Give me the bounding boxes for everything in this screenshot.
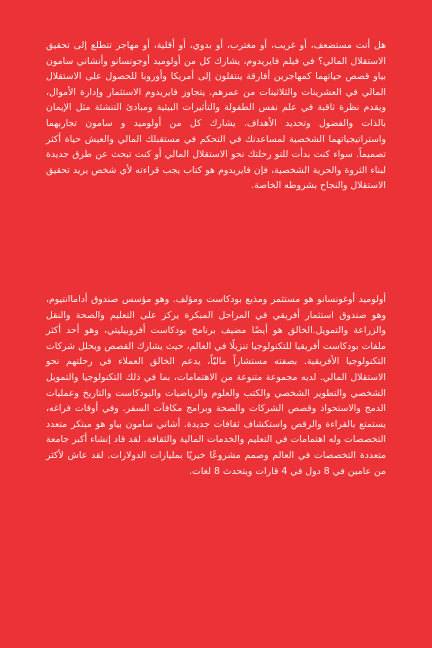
author-biography-paragraph: أولوميد أوغونسانو هو مستثمر ومذيع بودكاست ومؤلف. وهو مؤسس صندوق أداماانتيوم، وهو صندوق استثمار أفريقي في المراحل المبكرة يركز على التعليم والصحة والنقل والزراعة والتمويل.الخالق هو أيضًا مضيف برنامج بودكاست أفروبيليتي، وهو أحد أكثر ملفات بودكاست أفريقيا للتكنولوجيا تنزيلًا في العالم، حيث يشارك القصص ويحلل شركات التكنولوجيا الأفريقية. بصفته مستشاراً ماليّاً، يدعم الخالق العملاء في رحلتهم نحو الاستقلال المالي. لديه مجموعة متنوعة من الاهتمامات، بما في ذلك التكنولوجيا والتمويل الشخصي والتطوير الشخصي والكتب والعلوم والرياضيات والبودكاست والتاريخ وعمليات الدمج والاستحواذ وقصص الشركات والصحة وبرامج مكافآت السفر. وفي أوقات فراغه، يستمتع بالقراءة والرقص واستكشاف ثقافات جديدة. أشاني سامون بياو هو مبتكر متعدد التخصصات وله اهتمامات في التعليم والخدمات المالية والثقافة. لقد قاد إنشاء أكبر جامعة متعددة التخصصات في العالم وصمم مشروعًا خيريًا بمليارات الدولارات. لقد عاش لأكثر من عامين في 8 دول في 4 قارات ويتحدث 8 لغات. xyxy=(46,294,386,477)
book-description-paragraph: هل أنت مستضعف، أو غريب، أو مغترب، أو بدوي، أو أقلية، أو مهاجر تتطلع إلى تحقيق الاستقلال المالي؟ في فيلم فايريدوم، يشارك كل من أولوميد أوجونسانو وأنشاني سامون بياو قصص حياتهما كمهاجرين أفارقة ينتقلون إلى أمريكا وأوروبا للحصول على الاستقلال المالي في العشرينات والثلاثينات من عمرهم. يتجاوز فايريدوم الاستثمار وإدارة الأموال، ويقدم نظرة ثاقبة في علم نفس الطفولة والتأثيرات البيئية ومبادئ التنشئة مثل الإيمان بالذات والفضول وتحديد الأهداف. يشارك كل من أولوميد و سامون تجاربهما واستراتيجياتهما الشخصية لمساعدتك في التحكم في مستقبلك المالي والعيش حياة أكثر تصميماً. سواء كنت بدأت للتو رحلتك نحو الاستقلال المالي أو كنت تبحث عن طرق جديدة لبناء الثروة والحرية الشخصية، فإن فايريدوم هو كتاب يجب قراءته لأي شخص يريد تحقيق الاستقلال والنجاح بشروطه الخاصة. xyxy=(46,40,386,192)
